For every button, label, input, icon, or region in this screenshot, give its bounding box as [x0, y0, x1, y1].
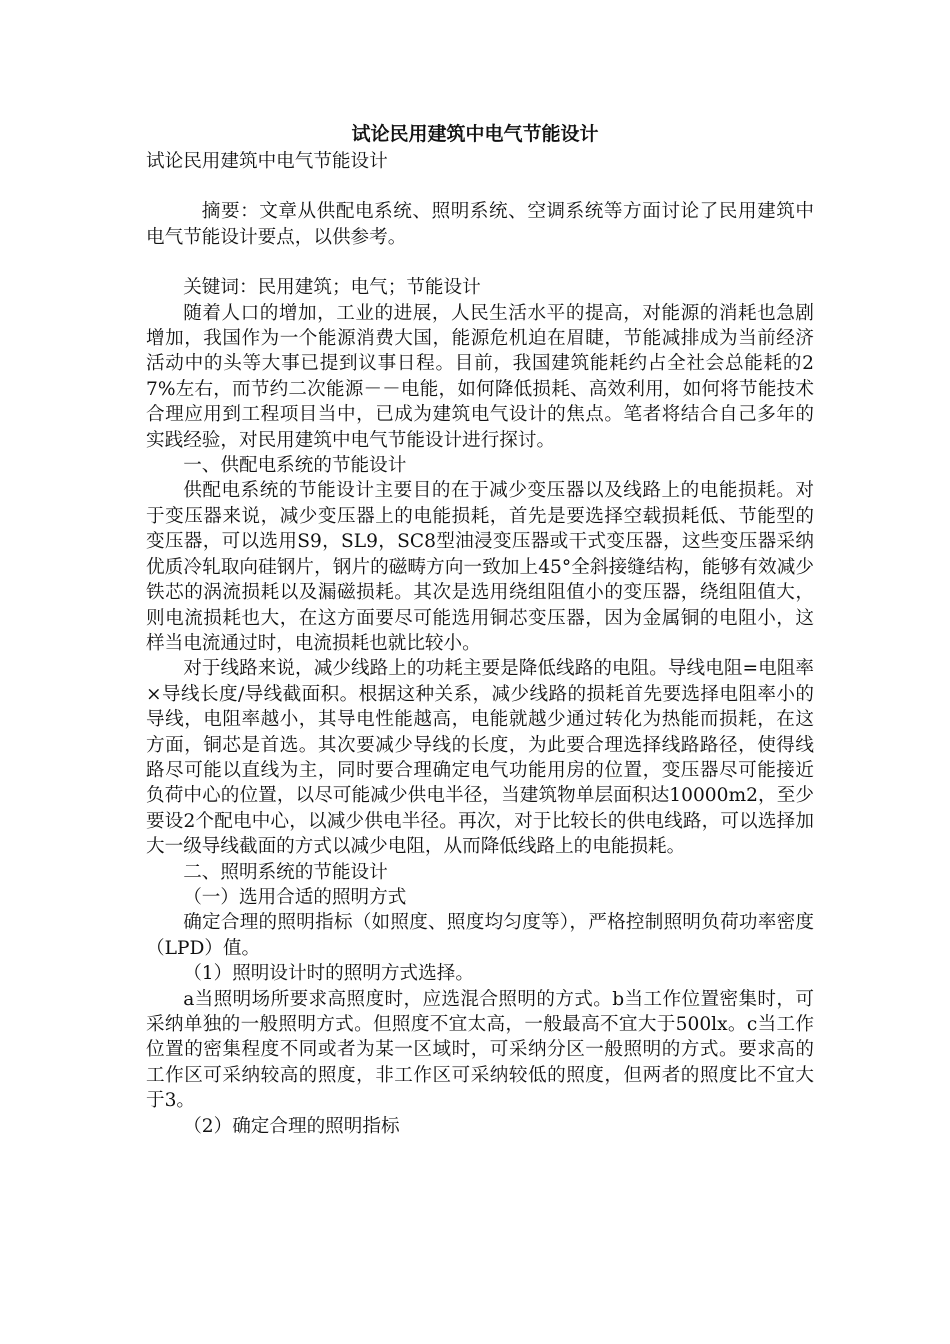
list-heading: （2）确定合理的照明指标 — [183, 1115, 400, 1137]
subsection-heading: （一）选用合适的照明方式 — [183, 886, 407, 908]
body-paragraph: 确定合理的照明指标（如照度、照度均匀度等），严格控制照明负荷功率密度（LPD）值。 — [146, 912, 814, 959]
document-body — [146, 149, 814, 1139]
keywords-line: 关键词：民用建筑；电气；节能设计 — [183, 277, 481, 299]
spacer — [146, 250, 814, 275]
section-heading: 二、照明系统的节能设计 — [183, 861, 388, 883]
document-title: 试论民用建筑中电气节能设计 — [351, 123, 599, 145]
body-paragraph: a当照明场所要求高照度时，应选混合照明的方式。b当工作位置密集时，可采纳单独的一般照明方式。但照度不宜太高，一般最高不宜大于500lx。c当工作位置的密集程度不同或者为某一区域时，可采纳分区一般照明的方式。要求高的工作区可采纳较高的照度，非工作区可采纳较低的照度，但两者的照度比不宜大于3。 — [146, 988, 814, 1112]
abstract-paragraph: 摘要：文章从供配电系统、照明系统、空调系统等方面讨论了民用建筑中电气节能设计要点，以供参考。 — [146, 201, 814, 248]
body-paragraph: 对于线路来说，减少线路上的功耗主要是降低线路的电阻。导线电阻=电阻率×导线长度/导线截面积。根据这种关系，减少线路的损耗首先要选择电阻率小的导线，电阻率越小，其导电性能越高，电能就越少通过转化为热能而损耗，在这方面，铜芯是首选。其次要减少导线的长度，为此要合理选择线路路径，使得线路尽可能以直线为主，同时要合理确定电气功能用房的位置，变压器尽可能接近负荷中心的位置，以尽可能减少供电半径，当建筑物单层面积达10000m2，至少要设2个配电中心，以减少供电半径。再次，对于比较长的供电线路，可以选择加大一级导线截面的方式以减少电阻，从而降低线路上的电能损耗。 — [146, 658, 814, 858]
body-paragraph: 供配电系统的节能设计主要目的在于减少变压器以及线路上的电能损耗。对于变压器来说，减少变压器上的电能损耗，首先是要选择空载损耗低、节能型的变压器，可以选用S9，SL9，SC8型油浸变压器或干式变压器，这些变压器采纳优质冷轧取向硅钢片，钢片的磁畴方向一致加上45°全斜接缝结构，能够有效减少铁芯的涡流损耗以及漏磁损耗。其次是选用绕组阻值小的变压器，绕组阻值大，则电流损耗也大，在这方面要尽可能选用铜芯变压器，因为金属铜的电阻小，这样当电流通过时，电流损耗也就比较小。 — [146, 480, 814, 654]
list-heading: （1）照明设计时的照明方式选择。 — [183, 963, 474, 985]
section-heading: 一、供配电系统的节能设计 — [183, 455, 407, 477]
document-subtitle: 试论民用建筑中电气节能设计 — [146, 151, 388, 172]
spacer — [146, 174, 814, 199]
body-paragraph: 随着人口的增加，工业的进展，人民生活水平的提高，对能源的消耗也急剧增加，我国作为一个能源消费大国，能源危机迫在眉睫，节能减排成为当前经济活动中的头等大事已提到议事日程。目前，我国建筑能耗约占全社会总能耗的27%左右，而节约二次能源－－电能，如何降低损耗、高效利用，如何将节能技术合理应用到工程项目当中，已成为建筑电气设计的焦点。笔者将结合自己多年的实践经验，对民用建筑中电气节能设计进行探讨。 — [146, 302, 814, 451]
